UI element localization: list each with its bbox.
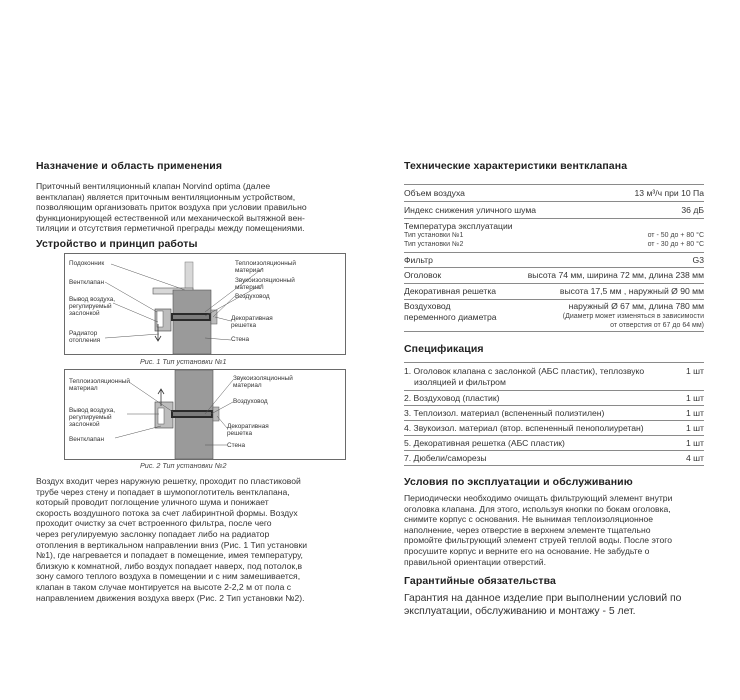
maintenance-line: просушите корпус и верните его на основание. Не забудьте о	[404, 545, 650, 556]
tech-value: высота 17,5 мм , наружный Ø 90 мм	[559, 286, 704, 296]
fig1-label: Теплоизоляционный	[235, 260, 296, 267]
warranty-line: Гарантия на данное изделие при выполнении условий по	[404, 593, 682, 604]
tech-value: от - 30 до + 80 °С	[647, 241, 704, 248]
spec-name: изоляцией и фильтром	[414, 377, 506, 387]
tech-label: Тип установки №1	[404, 232, 464, 239]
tech-label: Воздуховод	[404, 301, 451, 311]
tech-label: Декоративная решетка	[404, 286, 497, 296]
spec-title: Спецификация	[404, 343, 484, 355]
tech-row	[404, 202, 704, 219]
warranty-line: эксплуатации, обслуживанию и монтажу - 5 лет.	[404, 606, 636, 617]
spec-name: 3. Теплоизол. материал (вспененный полиэтилен)	[404, 408, 605, 418]
spec-row	[404, 451, 704, 466]
spec-row	[404, 363, 704, 391]
spec-row	[404, 391, 704, 406]
flow-line: который проводит поглощение уличного шума и понижает	[36, 497, 269, 508]
fig2-label: решетка	[227, 430, 252, 437]
fig2-label: Вентклапан	[69, 436, 104, 443]
flow-line: клапан в таком случае монтируется на высоте 2-2,2 м от пола с	[36, 581, 292, 592]
fig1-label: регулируемый	[69, 303, 112, 310]
tech-value: от отверстия от 67 до 64 мм)	[610, 322, 704, 329]
tech-value: 36 дБ	[681, 205, 704, 215]
spec-name: 2. Воздуховод (пластик)	[404, 393, 500, 403]
fig2-label: материал	[69, 385, 98, 392]
purpose-line: тиляции и отсутствия герметичной преграды между помещениями.	[36, 223, 305, 234]
spec-qty: 4 шт	[686, 453, 704, 463]
tech-label: переменного диаметра	[404, 312, 497, 322]
purpose-text	[36, 181, 307, 234]
fig2-label: заслонкой	[69, 421, 100, 428]
maintenance-line: снимите корпус с основания. Не вынимая теплоизоляционное	[404, 514, 654, 525]
fig1-label: Радиатор	[69, 330, 98, 337]
fig2-label: регулируемый	[69, 414, 112, 421]
flow-line: проходит очистку за счет встроенного фильтра, после чего	[36, 518, 272, 529]
tech-value: наружный Ø 67 мм, длина 780 мм	[568, 301, 704, 311]
maintenance-line: правильной ориентации отверстий.	[404, 556, 546, 567]
purpose-line: вентклапан) является приточным вентиляционным устройством,	[36, 191, 296, 202]
tech-label: Температура эксплуатации	[404, 221, 513, 231]
spec-qty: 1 шт	[686, 423, 704, 433]
warranty-title: Гарантийные обязательства	[404, 575, 556, 587]
spec-name: 5. Декоративная решетка (АБС пластик)	[404, 438, 565, 448]
tech-label: Оголовок	[404, 270, 442, 280]
fig1-label: Вентклапан	[69, 279, 104, 286]
fig2-label: Звукоизоляционный	[233, 375, 293, 382]
tech-label: Объем воздуха	[404, 188, 465, 198]
flow-line: Воздух входит через наружную решетку, проходит по пластиковой	[36, 476, 301, 486]
fig1-label: решетка	[231, 322, 256, 329]
purpose-title: Назначение и область применения	[36, 160, 223, 172]
spec-qty: 1 шт	[686, 366, 704, 376]
fig2-label: Декоративная	[227, 423, 269, 430]
fig2-label: Вывод воздуха,	[69, 407, 116, 414]
tech-title: Технические характеристики вентклапана	[404, 160, 628, 172]
tech-value: высота 74 мм, ширина 72 мм, длина 238 мм	[527, 270, 704, 280]
tech-label: Тип установки №2	[404, 241, 464, 248]
spec-qty: 1 шт	[686, 438, 704, 448]
fig1-label: Вывод воздуха,	[69, 296, 116, 303]
maintenance-title: Условия по эксплуатации и обслуживанию	[404, 476, 633, 488]
tech-row	[404, 219, 704, 253]
spec-row	[404, 421, 704, 436]
tech-row	[404, 284, 704, 300]
figure-1-caption: Рис. 1 Тип установки №1	[140, 357, 227, 366]
fig1-label: заслонкой	[69, 310, 100, 317]
maintenance-line: Периодически необходимо очищать фильтрующий элемент внутри	[404, 493, 673, 503]
flow-line: трубе через стену и попадает в шумопоглотитель вентклапана,	[36, 486, 290, 497]
spec-row	[404, 406, 704, 421]
purpose-line: позволяющим организовать приток воздуха при условии правильно	[36, 202, 307, 213]
tech-value: G3	[692, 255, 704, 265]
spec-qty: 1 шт	[686, 408, 704, 418]
purpose-line: функционирующей естественной или механической вытяжной вен-	[36, 212, 305, 223]
maintenance-line: промойте фильтрующий элемент струей теплой воды. После этого	[404, 535, 672, 546]
fig1-label: Воздуховод	[235, 293, 270, 300]
warranty-text	[404, 592, 681, 618]
tech-value: 13 м³/ч при 10 Па	[634, 188, 704, 198]
spec-name: 1. Оголовок клапана с заслонкой (АБС пластик), теплозвуко	[404, 366, 645, 376]
maintenance-text	[404, 493, 672, 567]
fig2-label: Воздуховод	[233, 398, 268, 405]
fig2-label: Теплоизоляционный	[69, 378, 130, 385]
figure-2	[64, 369, 346, 460]
tech-value: (Диаметр может изменяться в зависимости	[562, 313, 704, 320]
fig1-label: отопления	[69, 337, 101, 344]
spec-name: 7. Дюбели/саморезы	[404, 453, 487, 463]
fig1-label: Декоративная	[231, 315, 273, 322]
maintenance-line: наполнение, через отверстие в верхнем элементе тщательно	[404, 524, 651, 535]
tech-row	[404, 253, 704, 268]
flow-line: через регулируемую заслонку попадает либо на радиатор	[36, 528, 270, 539]
tech-value: от - 50 до + 80 °С	[647, 232, 704, 239]
fig2-label: Стена	[227, 442, 246, 449]
tech-row	[404, 268, 704, 284]
tech-row	[404, 300, 704, 332]
purpose-line: Приточный вентиляционный клапан Norvind optima (далее	[36, 181, 271, 191]
fig1-label: материал	[235, 284, 264, 291]
figure-1	[64, 253, 346, 355]
figure-2-caption: Рис. 2 Тип установки №2	[140, 461, 227, 470]
fig1-label: Звукоизоляционный	[235, 277, 295, 284]
spec-qty: 1 шт	[686, 393, 704, 403]
flow-line: скорость воздушного потока за счет лабиринтной формы. Воздух	[36, 507, 298, 518]
maintenance-line: оголовка клапана. Для этого, используя кнопки по бокам оголовка,	[404, 503, 671, 514]
tech-row	[404, 185, 704, 202]
flow-line: №1), где нагревается и попадает в помещение, имея температуру,	[36, 550, 303, 561]
spec-row	[404, 436, 704, 451]
fig1-label: материал	[235, 267, 264, 274]
fig1-label: Подоконник	[69, 260, 105, 267]
fig2-label: материал	[233, 382, 262, 389]
flow-line: близкую к комнатной, либо воздух попадает наверх, под потолок,в	[36, 560, 303, 571]
flow-description	[36, 476, 307, 603]
tech-label: Фильтр	[404, 255, 433, 265]
fig1-label: Стена	[231, 336, 250, 343]
flow-line: направлением движения воздуха вверх (Рис. 2 Тип установки №2).	[36, 592, 305, 603]
tech-label: Индекс снижения уличного шума	[404, 205, 537, 215]
device-title: Устройство и принцип работы	[36, 238, 198, 250]
flow-line: зону самого теплого воздуха в помещении и с ним замешивается,	[36, 571, 301, 582]
flow-line: отопления в вертикальном направлении вниз (Рис. 1 Тип установки	[36, 539, 308, 550]
spec-name: 4. Звукоизол. материал (втор. вспененный пенополиуретан)	[404, 423, 644, 433]
